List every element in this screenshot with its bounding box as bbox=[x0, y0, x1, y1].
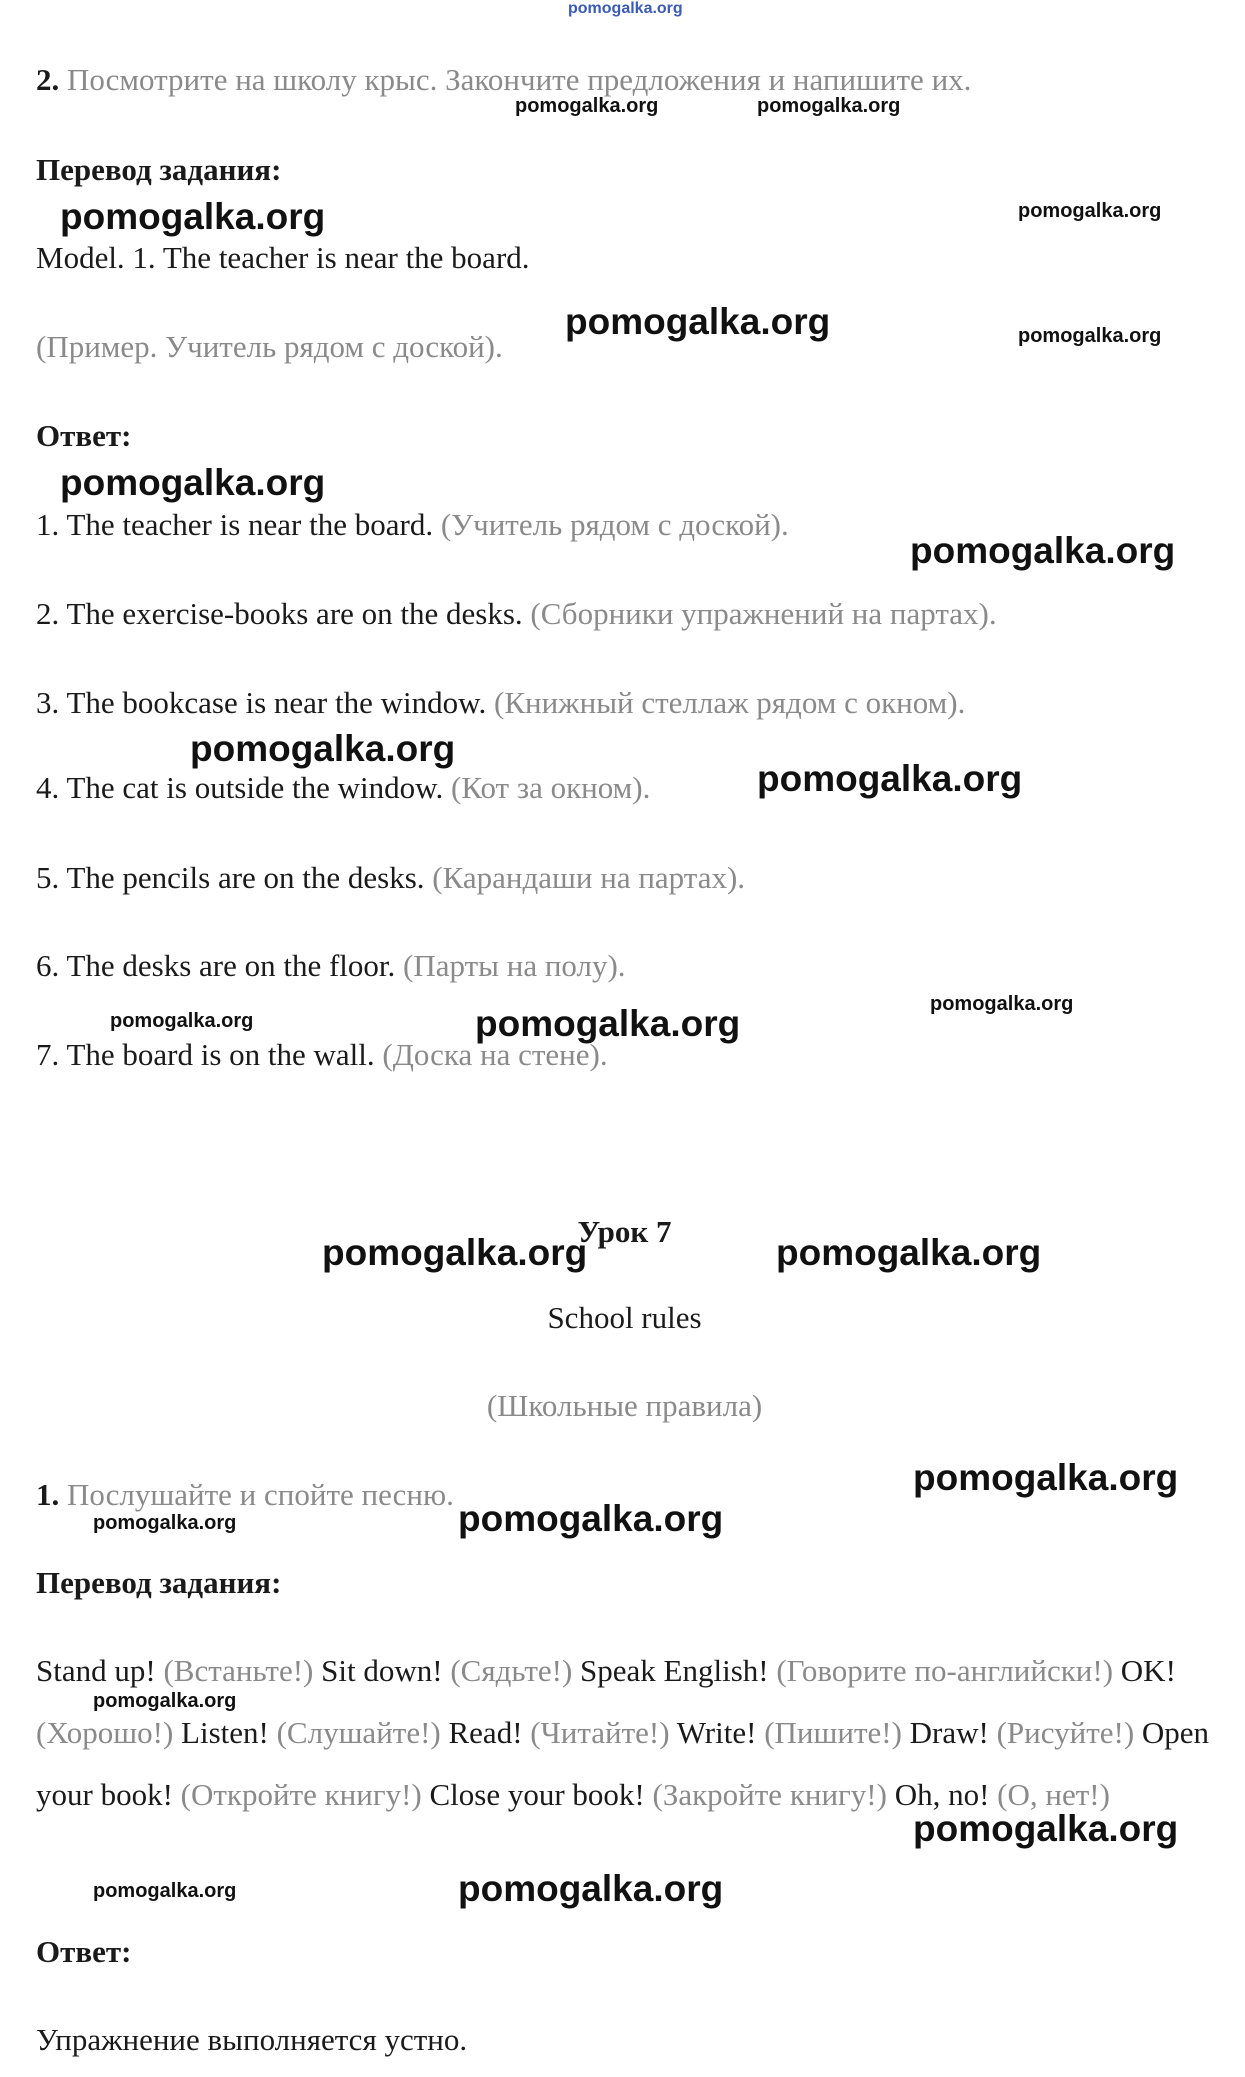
watermark: pomogalka.org bbox=[565, 301, 831, 342]
song-ru: (Сядьте!) bbox=[450, 1653, 573, 1688]
task2-instruction-line bbox=[36, 60, 971, 100]
watermark: pomogalka.org bbox=[757, 758, 1023, 799]
answer-en: 5. The pencils are on the desks. bbox=[36, 860, 425, 895]
song-ru: (Рисуйте!) bbox=[996, 1715, 1135, 1750]
task2-translation-heading: Перевод задания: bbox=[36, 152, 282, 187]
task2-instruction: Посмотрите на школу крыс. Закончите предложения и напишите их. bbox=[67, 62, 972, 97]
answer-ru: (Парты на полу). bbox=[403, 948, 626, 983]
song-en: Stand up! bbox=[36, 1653, 156, 1688]
lesson-subtitle-ru: (Школьные правила) bbox=[486, 1388, 763, 1423]
song-en: Draw! bbox=[909, 1715, 989, 1750]
task2-answer-heading: Ответ: bbox=[36, 418, 132, 453]
song-en: Speak English! bbox=[580, 1653, 769, 1688]
answer-line bbox=[36, 858, 745, 898]
song-en: Listen! bbox=[181, 1715, 269, 1750]
answer-line bbox=[36, 594, 997, 634]
song-paragraph bbox=[36, 1640, 1211, 1826]
song-ru: (Хорошо!) bbox=[36, 1715, 174, 1750]
watermark: pomogalka.org bbox=[458, 1868, 724, 1909]
answer-line bbox=[36, 768, 650, 808]
watermark: pomogalka.org bbox=[190, 728, 456, 769]
song-ru: (Читайте!) bbox=[530, 1715, 670, 1750]
answer-en: 3. The bookcase is near the window. bbox=[36, 685, 487, 720]
watermark: pomogalka.org bbox=[60, 196, 326, 237]
song-en: Close your book! bbox=[429, 1777, 645, 1812]
answer-ru: (Учитель рядом с доской). bbox=[440, 507, 789, 542]
song-ru: (Откройте книгу!) bbox=[180, 1777, 422, 1812]
watermark: pomogalka.org bbox=[60, 462, 326, 503]
song-en: Write! bbox=[676, 1715, 757, 1750]
task2-model-ru: (Пример. Учитель рядом с доской). bbox=[36, 329, 503, 364]
song-en: OK! bbox=[1120, 1653, 1176, 1688]
song-en: Sit down! bbox=[321, 1653, 443, 1688]
answer-en: 4. The cat is outside the window. bbox=[36, 770, 444, 805]
answer-en: 2. The exercise-books are on the desks. bbox=[36, 596, 523, 631]
song-en: Oh, no! bbox=[894, 1777, 990, 1812]
task1-answer: Упражнение выполняется устно. bbox=[36, 2022, 468, 2057]
answer-ru: (Сборники упражнений на партах). bbox=[530, 596, 997, 631]
watermark: pomogalka.org bbox=[913, 1808, 1179, 1849]
task1-answer-heading: Ответ: bbox=[36, 1934, 132, 1969]
answer-line bbox=[36, 946, 626, 986]
answer-ru: (Книжный стеллаж рядом с окном). bbox=[494, 685, 966, 720]
task1-number: 1. bbox=[36, 1477, 60, 1512]
task1-instruction: Послушайте и спойте песню. bbox=[67, 1477, 454, 1512]
answer-ru: (Карандаши на партах). bbox=[432, 860, 746, 895]
task1-instruction-line bbox=[36, 1475, 454, 1515]
watermark: pomogalka.org bbox=[475, 1003, 741, 1044]
answer-en: 6. The desks are on the floor. bbox=[36, 948, 396, 983]
answer-en: 1. The teacher is near the board. bbox=[36, 507, 434, 542]
song-ru: (Закройте книгу!) bbox=[652, 1777, 887, 1812]
song-ru: (Слушайте!) bbox=[276, 1715, 441, 1750]
answer-line bbox=[36, 505, 789, 545]
task2-number: 2. bbox=[36, 62, 60, 97]
song-en: Open your book! bbox=[36, 1715, 1210, 1812]
watermark: pomogalka.org bbox=[1018, 200, 1162, 222]
watermark: pomogalka.org bbox=[913, 1457, 1179, 1498]
watermark: pomogalka.org bbox=[458, 1498, 724, 1539]
watermark: pomogalka.org bbox=[322, 1232, 588, 1273]
answer-line bbox=[36, 1035, 608, 1075]
watermark: pomogalka.org bbox=[776, 1232, 1042, 1273]
task1-translation-heading: Перевод задания: bbox=[36, 1565, 282, 1600]
song-en: Read! bbox=[448, 1715, 523, 1750]
song-ru: (Встаньте!) bbox=[163, 1653, 314, 1688]
watermark: pomogalka.org bbox=[1018, 325, 1162, 347]
song-ru: (Говорите по-английски!) bbox=[776, 1653, 1114, 1688]
answer-en: 7. The board is on the wall. bbox=[36, 1037, 375, 1072]
lesson-title: Урок 7 bbox=[577, 1214, 672, 1249]
song-ru: (О, нет!) bbox=[997, 1777, 1110, 1812]
watermark: pomogalka.org bbox=[568, 0, 683, 17]
answer-ru: (Доска на стене). bbox=[382, 1037, 608, 1072]
watermark: pomogalka.org bbox=[110, 1010, 254, 1032]
answer-ru: (Кот за окном). bbox=[451, 770, 651, 805]
watermark: pomogalka.org bbox=[757, 95, 901, 117]
task2-model-en: Model. 1. The teacher is near the board. bbox=[36, 240, 530, 275]
watermark: pomogalka.org bbox=[93, 1880, 237, 1902]
lesson-subtitle-en: School rules bbox=[547, 1300, 702, 1335]
song-ru: (Пишите!) bbox=[764, 1715, 902, 1750]
answer-line bbox=[36, 683, 965, 723]
watermark: pomogalka.org bbox=[93, 1512, 237, 1534]
watermark: pomogalka.org bbox=[515, 95, 659, 117]
watermark: pomogalka.org bbox=[910, 530, 1176, 571]
watermark: pomogalka.org bbox=[93, 1690, 237, 1712]
watermark: pomogalka.org bbox=[930, 993, 1074, 1015]
